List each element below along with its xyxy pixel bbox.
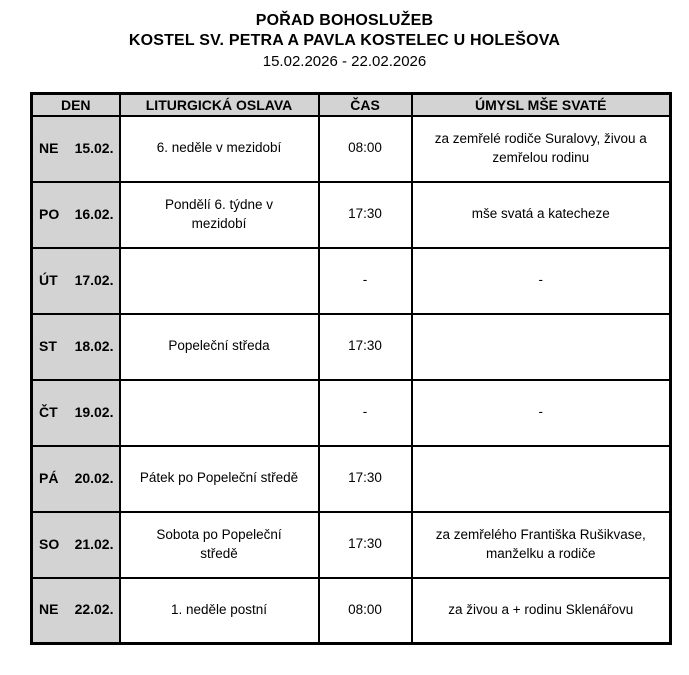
time-cell: -: [319, 248, 412, 314]
date-range: 15.02.2026 - 22.02.2026: [262, 53, 427, 70]
intention-cell: -: [412, 380, 671, 446]
time-cell: -: [319, 380, 412, 446]
time-cell: 17:30: [319, 512, 412, 578]
time-cell: 17:30: [319, 446, 412, 512]
day-abbr: ST: [39, 337, 57, 354]
column-header-celebration: LITURGICKÁ OSLAVA: [120, 94, 319, 116]
day-date: 21.02.: [74, 535, 114, 552]
celebration-cell: [120, 380, 319, 446]
celebration-text: Pondělí 6. týdne v mezidobí: [164, 196, 274, 231]
celebration-cell: [120, 314, 319, 380]
intention-cell: [412, 314, 671, 380]
day-date: 19.02.: [74, 403, 114, 420]
day-cell: [32, 248, 120, 314]
day-date: 16.02.: [74, 205, 114, 222]
time-cell: 17:30: [319, 314, 412, 380]
day-cell: [32, 116, 120, 182]
celebration-cell: [120, 182, 319, 248]
table-row: [32, 446, 671, 512]
day-date: 17.02.: [74, 271, 114, 288]
time-cell: 17:30: [319, 182, 412, 248]
day-label: [39, 535, 114, 555]
day-label: [39, 469, 114, 489]
day-date: 18.02.: [74, 337, 114, 354]
day-date: 20.02.: [74, 469, 114, 486]
day-label: [39, 139, 114, 159]
celebration-cell: [120, 578, 319, 644]
celebration-text: Pátek po Popeleční středě: [139, 470, 299, 486]
intention-cell: za živou a + rodinu Sklenářovu: [412, 578, 671, 644]
day-abbr: ÚT: [39, 271, 58, 288]
day-label: [39, 205, 114, 225]
intention-cell: [412, 446, 671, 512]
day-label: [39, 403, 114, 423]
table-row: [32, 380, 671, 446]
intention-cell: za zemřelého Františka Rušikvase, manželku a rodiče: [412, 512, 671, 578]
column-header-day: DEN: [32, 94, 120, 116]
intention-cell: za zemřelé rodiče Suralovy, živou a zemřelou rodinu: [412, 116, 671, 182]
day-date: 15.02.: [74, 139, 114, 156]
church-name: KOSTEL SV. PETRA A PAVLA KOSTELEC U HOLEŠOVA: [128, 32, 561, 49]
day-cell: [32, 380, 120, 446]
table-row: [32, 578, 671, 644]
time-cell: 08:00: [319, 578, 412, 644]
day-abbr: PÁ: [39, 469, 59, 486]
column-header-time: ČAS: [319, 94, 412, 116]
column-header-intention: ÚMYSL MŠE SVATÉ: [412, 94, 671, 116]
day-abbr: NE: [39, 139, 59, 156]
document-header: [0, 0, 689, 72]
table-row: [32, 182, 671, 248]
table-row: [32, 512, 671, 578]
day-abbr: SO: [39, 535, 60, 552]
day-cell: [32, 182, 120, 248]
day-label: [39, 337, 114, 357]
day-abbr: NE: [39, 601, 59, 618]
celebration-cell: [120, 248, 319, 314]
day-label: [39, 600, 114, 620]
day-date: 22.02.: [74, 601, 114, 618]
time-cell: 08:00: [319, 116, 412, 182]
celebration-text: Sobota po Popeleční středě: [156, 526, 282, 561]
day-cell: [32, 314, 120, 380]
table-row: [32, 116, 671, 182]
day-abbr: ČT: [39, 403, 58, 420]
day-cell: [32, 512, 120, 578]
day-cell: [32, 446, 120, 512]
day-cell: [32, 578, 120, 644]
celebration-text: 6. neděle v mezidobí: [156, 140, 282, 156]
schedule-table: [30, 92, 672, 645]
day-label: [39, 271, 114, 291]
day-abbr: PO: [39, 205, 60, 222]
intention-cell: mše svatá a katecheze: [412, 182, 671, 248]
celebration-cell: [120, 446, 319, 512]
celebration-text: Popeleční středa: [168, 338, 270, 354]
celebration-cell: [120, 116, 319, 182]
table-row: [32, 248, 671, 314]
table-header-row: [32, 94, 671, 116]
celebration-text: 1. neděle postní: [170, 601, 268, 617]
document-title: POŘAD BOHOSLUŽEB: [255, 12, 434, 29]
table-row: [32, 314, 671, 380]
celebration-cell: [120, 512, 319, 578]
intention-cell: -: [412, 248, 671, 314]
